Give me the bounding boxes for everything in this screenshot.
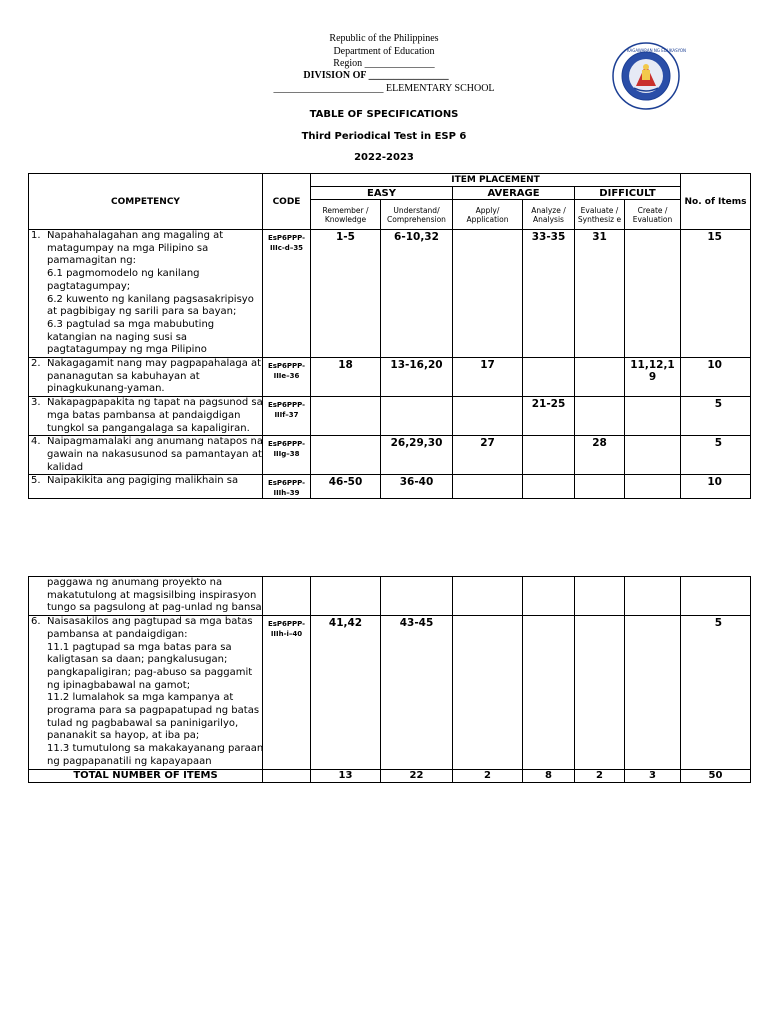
table-row: [29, 475, 751, 499]
understand-cell: [381, 397, 453, 436]
competency-cell: [29, 358, 263, 397]
competency-line: [31, 667, 260, 680]
analyze-cell: [523, 577, 575, 616]
competency-text: Naipagmamalaki ang anumang natapos na: [47, 436, 263, 448]
analyze-cell: 21-25: [523, 397, 575, 436]
code-text: EsP6PPP-: [267, 401, 306, 410]
table-row: [29, 436, 751, 475]
total-code: [263, 769, 311, 782]
competency-cell: [29, 616, 263, 769]
total-understand: 22: [381, 769, 453, 782]
col-analyze: Analyze / Analysis: [523, 200, 575, 230]
competency-text: 11.1 pagtupad sa mga batas para sa: [47, 641, 232, 653]
competency-text: 11.3 tumutulong sa makakayanang paraan: [47, 743, 264, 755]
competency-text: Nakapagpapakita ng tapat na pagsunod sa: [47, 397, 263, 409]
col-apply: Apply/ Application: [453, 200, 523, 230]
competency-line: [31, 436, 263, 449]
header-line-region: Region ______________: [333, 58, 435, 69]
competency-number: 4.: [31, 436, 41, 448]
col-average: AVERAGE: [453, 187, 575, 200]
competency-line: [31, 332, 260, 345]
header-line-division: DIVISION OF ________________: [303, 70, 449, 81]
total-remember: 13: [311, 769, 381, 782]
col-difficult: DIFFICULT: [575, 187, 681, 200]
seal-ring-text: KAGAWARAN NG EDUKASYON: [627, 48, 687, 53]
remember-cell: [311, 436, 381, 475]
competency-cell: [29, 436, 263, 475]
competency-text: tulad ng pagbabawal sa paninigarilyo,: [47, 717, 239, 729]
doc-year: 2022-2023: [354, 152, 414, 163]
competency-line: [31, 268, 260, 281]
competency-text: 6.1 pagmomodelo ng kanilang: [47, 268, 200, 280]
remember-cell: [311, 577, 381, 616]
competency-cell: [29, 230, 263, 358]
code-cell: [263, 577, 311, 616]
understand-cell: 43-45: [381, 616, 453, 769]
competency-text: 6.2 kuwento ng kanilang pagsasakripisyo: [47, 293, 254, 305]
competency-number: 6.: [31, 616, 41, 628]
competency-text: gawain na nakasusunod sa pamantayan at: [47, 448, 262, 460]
competency-text: pagtatagumpay ng mga Pilipino: [47, 344, 207, 356]
total-apply: 2: [453, 769, 523, 782]
competency-line: [31, 756, 260, 769]
competency-text: ng pagpapanatili ng kapayapaan: [47, 755, 212, 767]
competency-text: ng ipinagbabawal na gamot;: [47, 679, 191, 691]
competency-line: [31, 243, 260, 256]
items-cell: 15: [681, 230, 751, 358]
competency-line: [31, 680, 260, 693]
competency-line: [31, 705, 260, 718]
understand-cell: 6-10,32: [381, 230, 453, 358]
competency-line: [31, 616, 260, 629]
code-cell: [263, 616, 311, 769]
competency-line: [31, 602, 260, 615]
competency-line: [31, 423, 260, 436]
competency-line: [31, 410, 260, 423]
competency-text: tungkol sa pangangalaga sa kapaligiran.: [47, 422, 250, 434]
competency-line: [31, 319, 260, 332]
evaluate-cell: 28: [575, 436, 625, 475]
col-understand: Understand/ Comprehension: [381, 200, 453, 230]
competency-text: pangkapaligiran; pag-abuso sa paggamit: [47, 666, 253, 678]
header-line-republic: Republic of the Philippines: [329, 33, 439, 44]
apply-cell: [453, 616, 523, 769]
competency-text: kalidad: [47, 461, 84, 473]
competency-cell: [29, 475, 263, 499]
header-line-department: Department of Education: [333, 46, 435, 57]
apply-cell: 27: [453, 436, 523, 475]
competency-line: [31, 281, 260, 294]
competency-text: pananakit sa hayop, at iba pa;: [47, 730, 200, 742]
code-text: EsP6PPP-: [267, 440, 306, 449]
code-text: IIIe–36: [273, 372, 300, 381]
competency-text: kaligtasan sa daan; pangkalusugan;: [47, 654, 228, 666]
competency-line: [31, 718, 260, 731]
remember-cell: 41,42: [311, 616, 381, 769]
competency-text: pananagutan sa kabuhayan at: [47, 370, 200, 382]
col-remember: Remember / Knowledge: [311, 200, 381, 230]
col-item-placement: ITEM PLACEMENT: [311, 174, 681, 187]
create-cell: [625, 436, 681, 475]
col-easy: EASY: [311, 187, 453, 200]
table-row: [29, 397, 751, 436]
header-line-school: ______________________ ELEMENTARY SCHOOL: [273, 83, 495, 94]
create-cell: [625, 397, 681, 436]
total-evaluate: 2: [575, 769, 625, 782]
evaluate-cell: [575, 397, 625, 436]
competency-line: [31, 590, 260, 603]
analyze-cell: [523, 475, 575, 499]
competency-text: programa para sa pagpapatupad ng batas: [47, 705, 260, 717]
remember-cell: 18: [311, 358, 381, 397]
analyze-cell: [523, 436, 575, 475]
remember-cell: 46-50: [311, 475, 381, 499]
competency-text: pinagkukunang-yaman.: [47, 383, 165, 395]
total-items: 50: [681, 769, 751, 782]
competency-text: at pagbibigay ng sarili para sa bayan;: [47, 306, 237, 318]
code-text: IIIh–39: [273, 489, 300, 498]
competency-line: [31, 294, 260, 307]
competency-text: mga batas pambansa at pandaigdigan: [47, 409, 241, 421]
competency-line: [31, 344, 260, 357]
code-cell: [263, 397, 311, 436]
items-cell: 10: [681, 475, 751, 499]
understand-cell: [381, 577, 453, 616]
competency-number: 5.: [31, 475, 41, 487]
doc-title: TABLE OF SPECIFICATIONS: [309, 109, 459, 120]
competency-cell: [29, 577, 263, 616]
remember-cell: [311, 397, 381, 436]
understand-cell: 26,29,30: [381, 436, 453, 475]
competency-text: makatutulong at magsisilbing inspirasyon: [47, 589, 257, 601]
competency-text: pamamagitan ng:: [47, 255, 136, 267]
create-cell: [625, 475, 681, 499]
competency-line: [31, 730, 260, 743]
competency-line: [31, 255, 260, 268]
col-no-items: No. of Items: [681, 174, 751, 230]
apply-cell: [453, 397, 523, 436]
apply-cell: [453, 475, 523, 499]
code-text: EsP6PPP-: [267, 620, 306, 629]
competency-line: [31, 654, 260, 667]
items-cell: 10: [681, 358, 751, 397]
code-text: IIIf–37: [274, 411, 299, 420]
create-cell: [625, 577, 681, 616]
table-row: [29, 230, 751, 358]
analyze-cell: [523, 616, 575, 769]
competency-line: [31, 383, 260, 396]
evaluate-cell: 31: [575, 230, 625, 358]
competency-number: 1.: [31, 230, 41, 241]
items-cell: 5: [681, 616, 751, 769]
total-analyze: 8: [523, 769, 575, 782]
code-text: IIIc-d–35: [269, 244, 304, 252]
code-cell: [263, 475, 311, 499]
competency-text: katangian na naging susi sa: [47, 331, 188, 343]
table-row: [29, 616, 751, 769]
competency-cell: [29, 397, 263, 436]
competency-line: [31, 475, 260, 488]
code-text: EsP6PPP-: [267, 479, 306, 488]
analyze-cell: [523, 358, 575, 397]
competency-text: Naipakikita ang pagiging malikhain sa: [47, 475, 239, 487]
code-text: EsP6PPP-: [267, 234, 306, 242]
competency-number: 2.: [31, 358, 41, 370]
items-cell: 5: [681, 397, 751, 436]
competency-text: paggawa ng anumang proyekto na: [47, 577, 223, 588]
competency-text: matagumpay na mga Pilipino sa: [47, 242, 209, 254]
deped-seal-icon: [612, 42, 687, 110]
competency-line: [31, 397, 263, 410]
competency-line: [31, 306, 260, 319]
apply-cell: [453, 577, 523, 616]
col-evaluate: Evaluate / Synthesiz e: [575, 200, 625, 230]
competency-line: [31, 692, 260, 705]
evaluate-cell: [575, 616, 625, 769]
competency-number: 3.: [31, 397, 41, 409]
col-competency: COMPETENCY: [29, 174, 263, 230]
competency-text: Napahahalagahan ang magaling at: [47, 230, 224, 241]
code-cell: [263, 358, 311, 397]
competency-line: [31, 629, 260, 642]
tos-table-page2: [28, 576, 751, 783]
competency-line: [31, 462, 260, 475]
competency-line: [31, 642, 260, 655]
competency-text: tungo sa pagsulong at pag-unlad ng bansa: [47, 602, 262, 614]
items-cell: [681, 577, 751, 616]
competency-line: [31, 743, 264, 756]
create-cell: [625, 230, 681, 358]
competency-text: pambansa at pandaigdigan:: [47, 628, 188, 640]
evaluate-cell: [575, 358, 625, 397]
competency-text: pagtatagumpay;: [47, 280, 131, 292]
code-cell: [263, 230, 311, 358]
table-row: [29, 577, 751, 616]
code-cell: [263, 436, 311, 475]
remember-cell: 1-5: [311, 230, 381, 358]
create-cell: [625, 616, 681, 769]
total-label: TOTAL NUMBER OF ITEMS: [29, 769, 263, 782]
apply-cell: [453, 230, 523, 358]
competency-text: 11.2 lumalahok sa mga kampanya at: [47, 692, 234, 704]
col-code: CODE: [263, 174, 311, 230]
competency-line: [31, 230, 260, 243]
evaluate-cell: [575, 577, 625, 616]
code-text: IIIg–38: [273, 450, 300, 459]
competency-line: [31, 449, 260, 462]
items-cell: 5: [681, 436, 751, 475]
create-cell: 11,12,1 9: [625, 358, 681, 397]
total-create: 3: [625, 769, 681, 782]
code-text: EsP6PPP-: [267, 362, 306, 371]
competency-line: [31, 577, 260, 590]
competency-text: 6.3 pagtulad sa mga mabubuting: [47, 318, 215, 330]
table-row: [29, 358, 751, 397]
competency-line: [31, 358, 260, 371]
col-create: Create / Evaluation: [625, 200, 681, 230]
evaluate-cell: [575, 475, 625, 499]
tos-table-page1: [28, 173, 751, 499]
competency-line: [31, 371, 260, 384]
code-text: IIIh-i–40: [270, 630, 303, 639]
understand-cell: 13-16,20: [381, 358, 453, 397]
apply-cell: 17: [453, 358, 523, 397]
understand-cell: 36-40: [381, 475, 453, 499]
competency-text: Nakagagamit nang may pagpapahalaga at: [47, 358, 262, 370]
doc-subtitle: Third Periodical Test in ESP 6: [301, 131, 467, 142]
competency-text: Naisasakilos ang pagtupad sa mga batas: [47, 616, 253, 628]
analyze-cell: 33-35: [523, 230, 575, 358]
